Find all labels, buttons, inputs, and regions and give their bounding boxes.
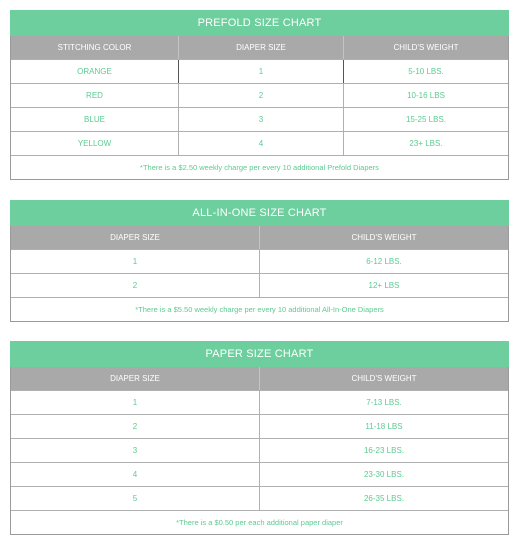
cell-diaper-size: 5 [132,494,138,503]
table-row [11,83,508,107]
cell-childs-weight: 12+ LBS [259,274,508,297]
cell-diaper-size: 2 [132,422,138,431]
prefold-chart-title: PREFOLD SIZE CHART [10,10,509,36]
header-diaper-size: DIAPER SIZE [110,374,160,383]
cell-stitching-color: RED [86,91,103,100]
all-in-one-note: *There is a $5.50 weekly charge per every 10 additional All-In-One Diapers [11,297,508,321]
prefold-note: *There is a $2.50 weekly charge per every 10 additional Prefold Diapers [11,155,508,179]
header-stitching-color: STITCHING COLOR [57,43,132,52]
table-row [11,486,508,510]
cell-diaper-size: 4 [178,132,343,155]
cell-childs-weight: 26-35 LBS. [259,487,508,510]
cell-childs-weight: 23-30 LBS. [259,463,508,486]
table-row [11,390,508,414]
cell-childs-weight: 23+ LBS. [343,132,508,155]
header-childs-weight: CHILD'S WEIGHT [343,36,508,59]
all-in-one-table [10,226,509,322]
table-row [11,273,508,297]
header-diaper-size: DIAPER SIZE [178,36,343,59]
all-in-one-size-chart [10,200,509,322]
header-childs-weight: CHILD'S WEIGHT [259,367,508,390]
cell-childs-weight: 16-23 LBS. [259,439,508,462]
table-row [11,414,508,438]
cell-diaper-size: 3 [132,446,138,455]
cell-diaper-size: 1 [132,257,138,266]
all-in-one-header-row [11,226,508,249]
cell-stitching-color: YELLOW [77,139,112,148]
all-in-one-chart-title: ALL-IN-ONE SIZE CHART [10,200,509,226]
cell-childs-weight: 7-13 LBS. [259,391,508,414]
cell-childs-weight: 11-18 LBS [259,415,508,438]
header-childs-weight: CHILD'S WEIGHT [259,226,508,249]
cell-stitching-color: BLUE [84,115,105,124]
prefold-header-row [11,36,508,59]
table-row [11,438,508,462]
cell-childs-weight: 15-25 LBS. [343,108,508,131]
cell-childs-weight: 10-16 LBS [343,84,508,107]
table-row [11,131,508,155]
header-diaper-size: DIAPER SIZE [110,233,160,242]
cell-diaper-size: 1 [178,60,343,83]
table-row [11,462,508,486]
cell-childs-weight: 6-12 LBS. [259,250,508,273]
prefold-size-chart [10,10,509,180]
cell-diaper-size: 3 [178,108,343,131]
prefold-table [10,36,509,180]
paper-header-row [11,367,508,390]
table-row [11,249,508,273]
table-row [11,59,508,83]
cell-diaper-size: 2 [132,281,138,290]
table-row [11,107,508,131]
paper-chart-title: PAPER SIZE CHART [10,341,509,367]
cell-diaper-size: 1 [132,398,138,407]
cell-stitching-color: ORANGE [77,67,112,76]
paper-size-chart [10,341,509,535]
paper-table [10,367,509,535]
paper-note: *There is a $0.50 per each additional paper diaper [11,510,508,534]
cell-diaper-size: 4 [132,470,138,479]
cell-diaper-size: 2 [178,84,343,107]
cell-childs-weight: 5-10 LBS. [343,60,508,83]
